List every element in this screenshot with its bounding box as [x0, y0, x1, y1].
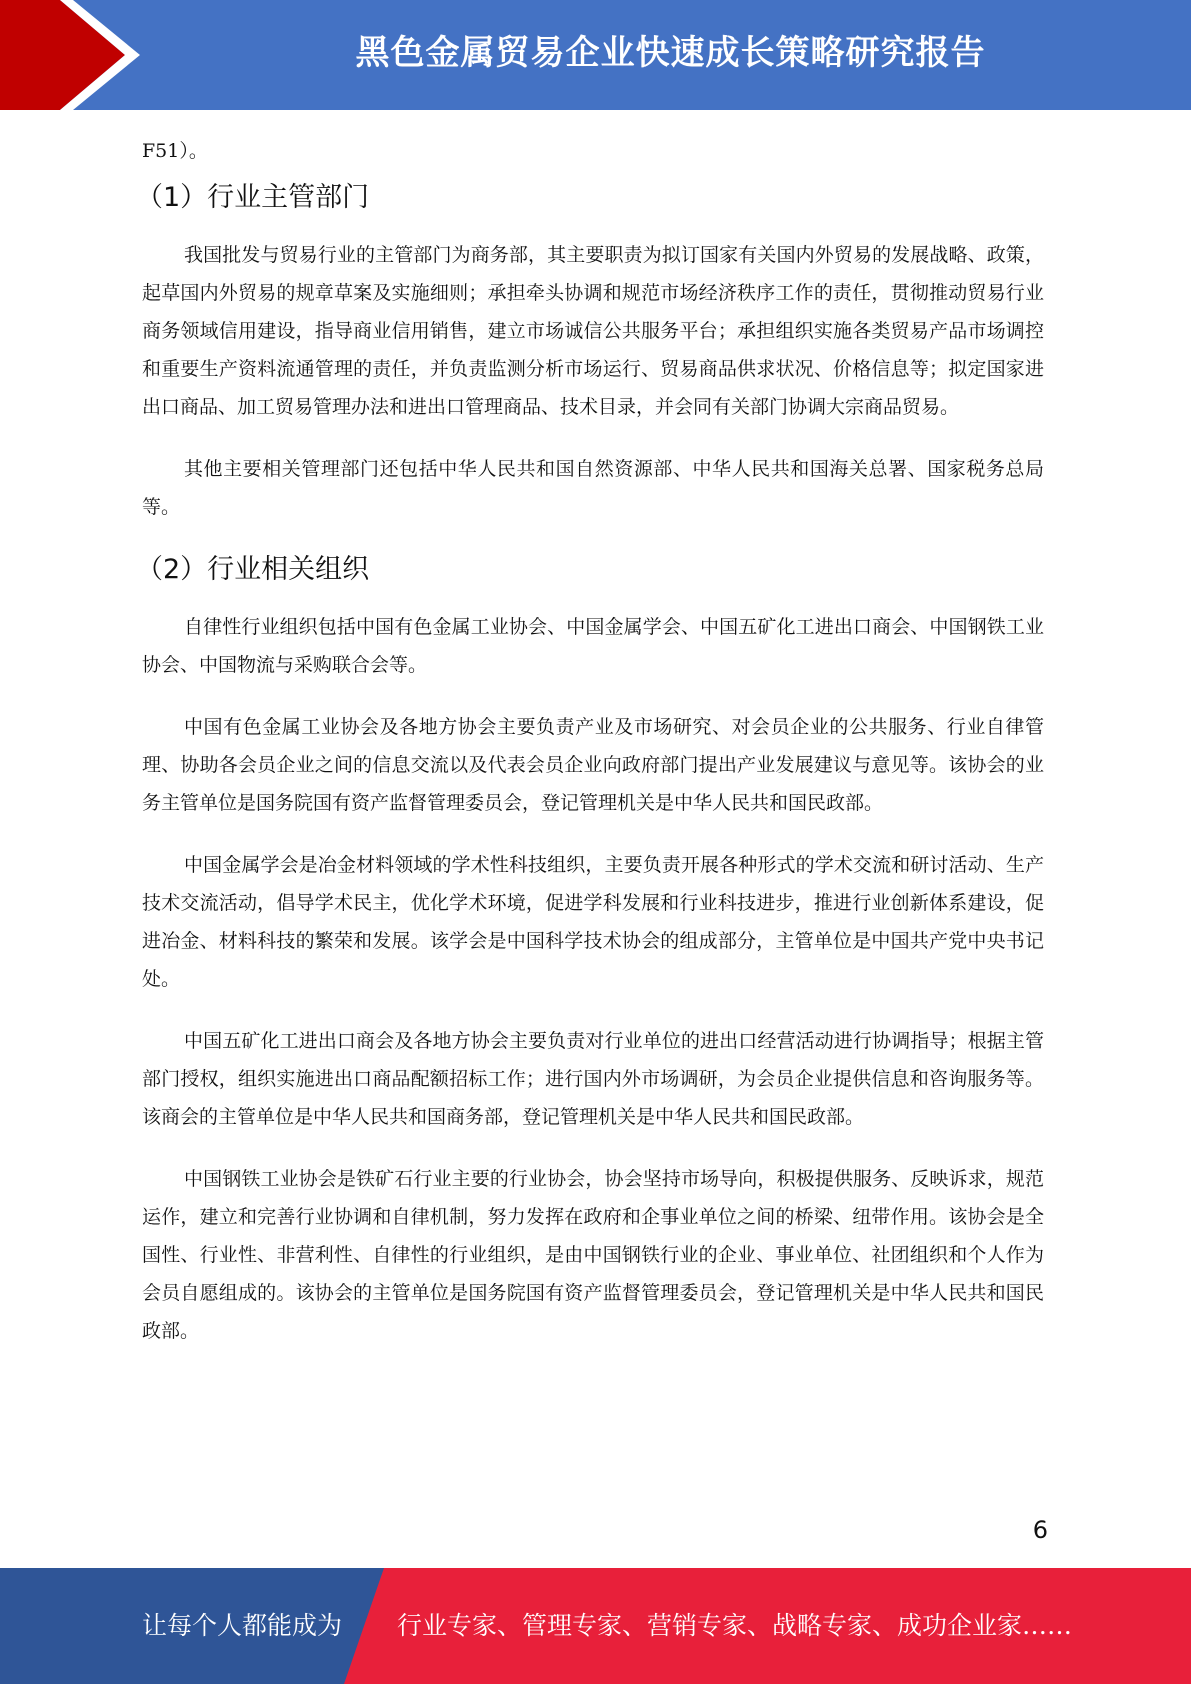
paragraph: 中国钢铁工业协会是铁矿石行业主要的行业协会，协会坚持市场导向，积极提供服务、反映诉求，规范运作，建立和完善行业协调和自律机制，努力发挥在政府和企事业单位之间的桥梁、纽带作用。该协会是全国性、行业性、非营利性、自律性的行业组织，是由中国钢铁行业的企业、事业单位、社团组织和个人作为会员自愿组成的。该协会的主管单位是国务院国有资产监督管理委员会，登记管理机关是中华人民共和国民政部。: [142, 1168, 1044, 1342]
footer-slogan-left: 让每个人都能成为: [142, 1611, 343, 1640]
paragraph: 自律性行业组织包括中国有色金属工业协会、中国金属学会、中国五矿化工进出口商会、中国钢铁工业协会、中国物流与采购联合会等。: [142, 616, 1044, 676]
page-header: [0, 0, 1191, 110]
paragraph: 其他主要相关管理部门还包括中华人民共和国自然资源部、中华人民共和国海关总署、国家税务总局等。: [142, 458, 1044, 518]
page-number: 6: [1032, 1516, 1048, 1544]
footer-slogan-right: 行业专家、管理专家、营销专家、战略专家、成功企业家……: [397, 1611, 1073, 1640]
paragraph: 中国五矿化工进出口商会及各地方协会主要负责对行业单位的进出口经营活动进行协调指导；根据主管部门授权，组织实施进出口商品配额招标工作；进行国内外市场调研，为会员企业提供信息和咨询服务等。该商会的主管单位是中华人民共和国商务部，登记管理机关是中华人民共和国民政部。: [142, 1030, 1044, 1128]
report-title: 黑色金属贸易企业快速成长策略研究报告: [355, 33, 986, 73]
section-heading-organizations: （2）行业相关组织: [136, 554, 370, 585]
header-chevron-icon: [0, 0, 150, 110]
paragraph: 我国批发与贸易行业的主管部门为商务部，其主要职责为拟订国家有关国内外贸易的发展战略、政策，起草国内外贸易的规章草案及实施细则；承担牵头协调和规范市场经济秩序工作的责任，贯彻推动贸易行业商务领域信用建设，指导商业信用销售，建立市场诚信公共服务平台；承担组织实施各类贸易产品市场调控和重要生产资料流通管理的责任，并负责监测分析市场运行、贸易商品供求状况、价格信息等；拟定国家进出口商品、加工贸易管理办法和进出口管理商品、技术目录，并会同有关部门协调大宗商品贸易。: [142, 244, 1044, 418]
page-content: [136, 132, 1044, 1374]
paragraph: 中国金属学会是冶金材料领域的学术性科技组织，主要负责开展各种形式的学术交流和研讨活动、生产技术交流活动，倡导学术民主，优化学术环境，促进学科发展和行业科技进步，推进行业创新体系建设，促进冶金、材料科技的繁荣和发展。该学会是中国科学技术协会的组成部分，主管单位是中国共产党中央书记处。: [142, 854, 1044, 990]
section-heading-authority: （1）行业主管部门: [136, 182, 370, 213]
paragraph: 中国有色金属工业协会及各地方协会主要负责产业及市场研究、对会员企业的公共服务、行业自律管理、协助各会员企业之间的信息交流以及代表会员企业向政府部门提出产业发展建议与意见等。该协会的业务主管单位是国务院国有资产监督管理委员会，登记管理机关是中华人民共和国民政部。: [142, 716, 1044, 814]
page-footer: [0, 1568, 1191, 1684]
continued-text: F51）。: [142, 140, 208, 162]
